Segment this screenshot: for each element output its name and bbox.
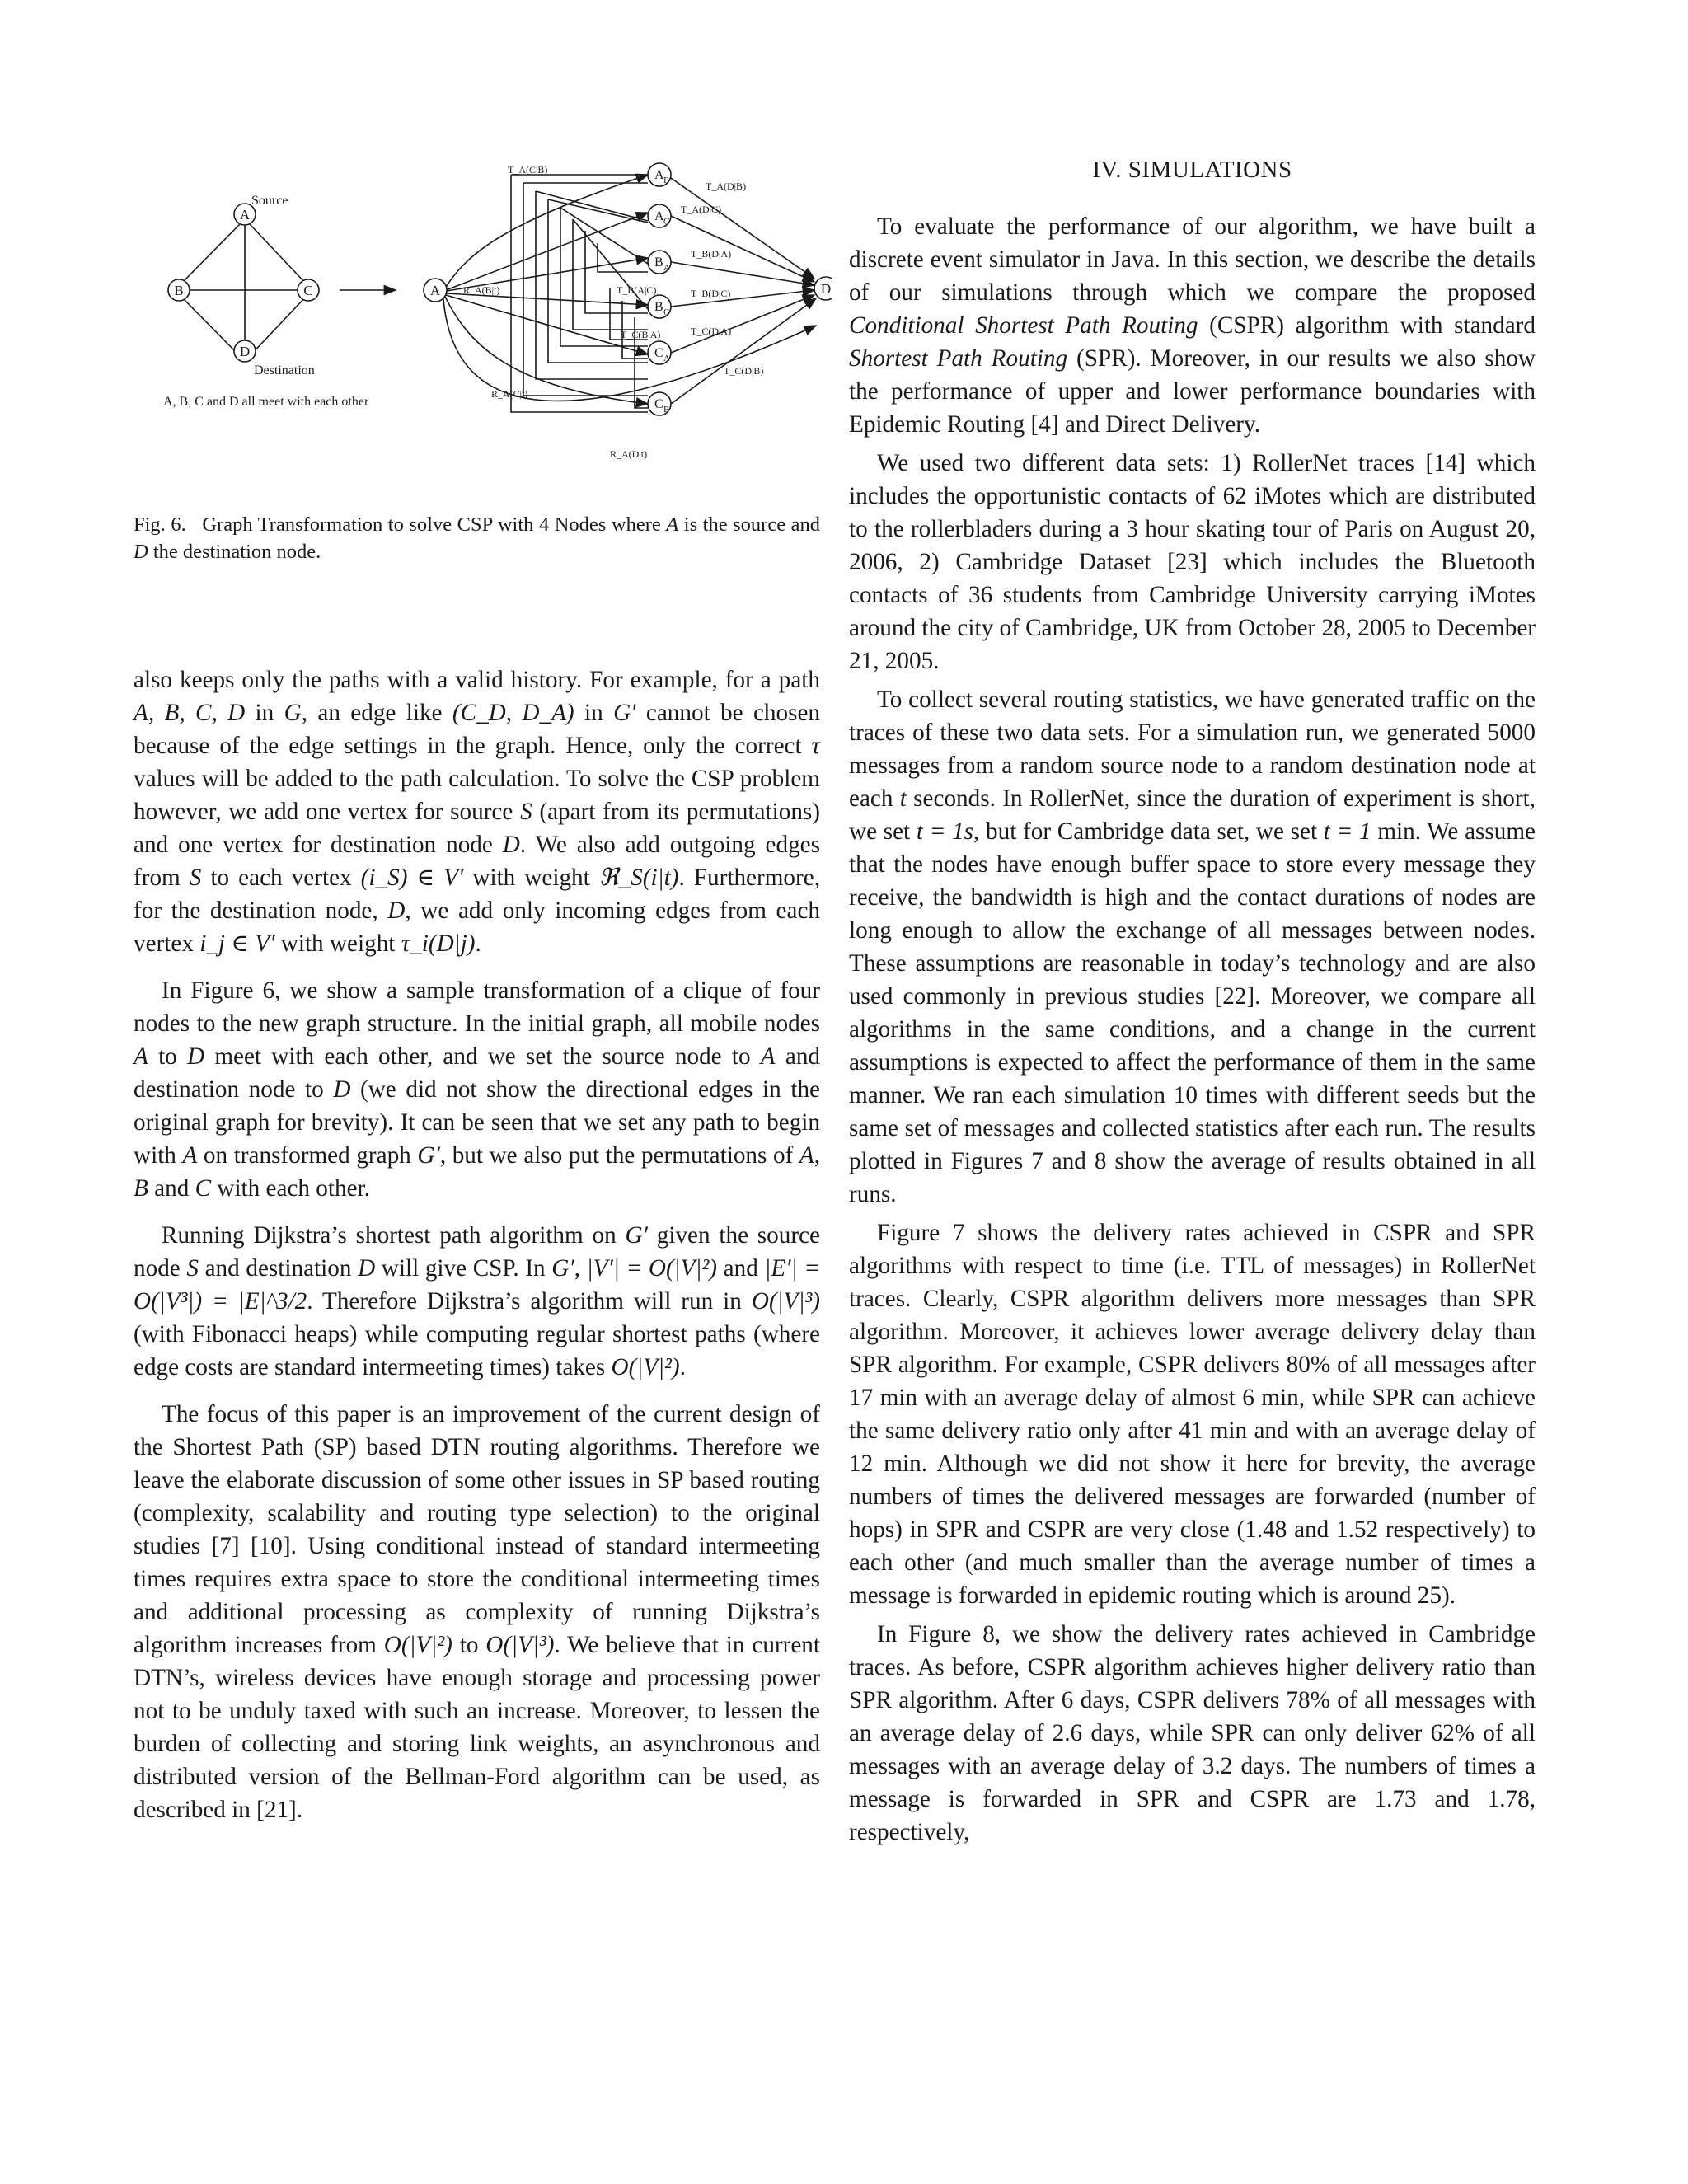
math: B bbox=[134, 1175, 148, 1202]
text: , we add only incoming edges from each vertex bbox=[134, 898, 820, 957]
math: O(|V|²) bbox=[383, 1632, 452, 1658]
text: To collect several routing statistics, we have generated traffic on the traces of these two data sets. For a simulation run, we generated 5000 messages from a random source node to a random destination node at each bbox=[849, 687, 1536, 812]
graph-transformation-diagram bbox=[124, 140, 832, 486]
node-cb-sub: B bbox=[663, 405, 670, 415]
text: values will be added to the path calculation. To solve the CSP problem however, we add one vertex for source bbox=[134, 766, 820, 825]
text: in bbox=[574, 700, 614, 726]
math: (i_S) ∈ V′ bbox=[360, 865, 464, 891]
math: A bbox=[760, 1043, 776, 1070]
math: D bbox=[387, 898, 406, 924]
math: |V′| = O(|V|²) bbox=[586, 1255, 718, 1282]
math: A bbox=[134, 1043, 148, 1070]
text: to bbox=[452, 1632, 486, 1658]
emphasis: Shortest Path Routing bbox=[849, 345, 1068, 372]
node-ac-sub: C bbox=[663, 217, 670, 227]
text: min. We assume that the nodes have enough buffer space to store every message they receive, the bandwidth is high and the contact durations of nodes are long enough to allow the exchange of all messages between nodes. These assumptions are reasonable in today’s technology and are also used commonly in previous studies [22]. Moreover, we compare all algorithms in the same conditions, and a change in the current assumptions is expected to affect the performance of them in the same manner. We ran each simulation 10 times with different seeds but the same set of messages and collected statistics after each run. The results plotted in Figures 7 and 8 show the average of results obtained in all runs. bbox=[849, 818, 1536, 1207]
math: τ_i(D|j) bbox=[401, 930, 476, 957]
math: 78% bbox=[1286, 1687, 1330, 1713]
section-number: IV. bbox=[1092, 157, 1123, 183]
figure-caption bbox=[134, 511, 820, 565]
node-transformed-a-label: A bbox=[429, 283, 441, 298]
math: O(|V|²) bbox=[611, 1354, 680, 1380]
paragraph bbox=[134, 1398, 820, 1826]
math: D bbox=[358, 1255, 376, 1282]
paragraph bbox=[134, 1219, 820, 1384]
text: in bbox=[245, 700, 284, 726]
paragraph bbox=[134, 663, 820, 960]
text: also keeps only the paths with a valid history. For example, for a path bbox=[134, 667, 820, 693]
node-ac-label: A bbox=[654, 209, 664, 223]
node-b-label: B bbox=[174, 283, 184, 298]
left-column bbox=[134, 663, 820, 1826]
node-c-label: C bbox=[303, 283, 313, 298]
destination-label: Destination bbox=[254, 363, 315, 377]
math: A bbox=[182, 1142, 198, 1169]
route-11 bbox=[536, 191, 648, 221]
section-heading bbox=[849, 157, 1536, 184]
text: meet with each other, and we set the source node to bbox=[204, 1043, 761, 1070]
math: O(|V|³) bbox=[485, 1632, 555, 1658]
edge-label-ta-d-c: T_A(D|C) bbox=[681, 204, 722, 215]
edge-ab-d bbox=[671, 178, 814, 279]
text: (SPR). Moreover, in our results we also show the performance of upper and lower performance boundaries with Epidemic Routing [4] and Direct Delivery. bbox=[849, 345, 1536, 438]
text: In Figure 6, we show a sample transformation of a clique of four nodes to the new graph structure. In the initial graph, all mobile nodes bbox=[134, 977, 820, 1037]
text: (apart from its permutations) and one vertex for destination node bbox=[134, 799, 820, 858]
math: G′ bbox=[417, 1142, 440, 1169]
text: with each other. bbox=[211, 1175, 370, 1202]
text: of all messages after 17 min with an average delay of almost 6 min, while SPR can achieve the same delivery ratio only after 41 min and with an average delay of 12 min. Although we did not show it here for brevity, the average numbers of times the delivered messages are forwarded (number of hops) in SPR and CSPR are very close (1.48 and 1.52 respectively) to each other (and much smaller than the average number of times a message is forwarded in epidemic routing which is around 25). bbox=[849, 1352, 1536, 1609]
edge-a-c bbox=[250, 224, 307, 284]
node-ca-label: C bbox=[654, 346, 663, 360]
text: . We believe that in current DTN’s, wireless devices have enough storage and processing power not to be unduly taxed with such an increase. Moreover, to lessen the burden of collecting and storing link weights, an asynchronous and distributed version of the Bellman-Ford algorithm can be used, as described in [21]. bbox=[134, 1632, 821, 1823]
paragraph bbox=[849, 1216, 1536, 1612]
text: . We also add outgoing edges from bbox=[134, 832, 820, 891]
math: S bbox=[186, 1255, 199, 1282]
caption-text: Graph Transformation to solve CSP with 4 Nodes where bbox=[202, 513, 667, 536]
math: t = 1s bbox=[916, 818, 974, 845]
text: . bbox=[475, 930, 481, 957]
text: , but we also put the permutations of bbox=[439, 1142, 799, 1169]
math: A bbox=[799, 1142, 814, 1169]
node-d-label: D bbox=[239, 344, 251, 359]
source-label: Source bbox=[251, 194, 288, 208]
text: . bbox=[679, 1354, 686, 1380]
text: In Figure 8, we show the delivery rates achieved in Cambridge traces. As before, CSPR algorithm achieves higher delivery ratio than SPR algorithm. After 6 days, CSPR delivers bbox=[849, 1621, 1536, 1713]
route-12 bbox=[548, 199, 648, 223]
math: 62% bbox=[1430, 1720, 1475, 1746]
node-bc-sub: C bbox=[663, 307, 670, 317]
text: and bbox=[148, 1175, 195, 1202]
math: G′ bbox=[551, 1255, 574, 1282]
edge-label-ta-d-b: T_A(D|B) bbox=[706, 180, 747, 192]
node-a-label: A bbox=[239, 207, 251, 223]
text: (CSPR) algorithm with standard bbox=[1198, 312, 1536, 339]
paragraph bbox=[849, 1618, 1536, 1849]
math: D bbox=[502, 832, 520, 858]
text: (we did not show the directional edges in the original graph for brevity). It can be seen that we set any path to begin with bbox=[134, 1076, 820, 1169]
caption-var: D bbox=[134, 541, 148, 563]
clique-note: A, B, C and D all meet with each other bbox=[163, 395, 369, 409]
text: on transformed graph bbox=[197, 1142, 418, 1169]
edge-label-tc-d-b: T_C(D|B) bbox=[724, 365, 764, 377]
node-ba-label: B bbox=[654, 255, 663, 269]
edge-label-tc-b-a: T_C(B|A) bbox=[621, 329, 661, 340]
edge-b-d bbox=[181, 296, 240, 356]
text: cannot be chosen because of the edge settings in the graph. Hence, only the correct bbox=[134, 700, 821, 759]
edge-label-ra-c: R_A(C|t) bbox=[491, 388, 528, 400]
text: of all messages with an average delay of 3.2 days. The numbers of times a message is forwarded in SPR and CSPR are 1.73 and 1.78, respectively, bbox=[849, 1720, 1536, 1845]
text: to bbox=[148, 1043, 187, 1070]
edge-label-tb-a-c: T_B(A|C) bbox=[617, 284, 657, 296]
text: . Furthermore, for the destination node, bbox=[134, 865, 820, 924]
math: S bbox=[189, 865, 202, 891]
math: A, B, C, D bbox=[134, 700, 246, 726]
node-ab-sub: B bbox=[663, 176, 670, 185]
edge-label-ta-c-b: T_A(C|B) bbox=[508, 164, 548, 176]
caption-text: the destination node. bbox=[148, 541, 321, 563]
section-title: SIMULATIONS bbox=[1128, 157, 1292, 183]
text: of all messages with an average delay of 2.6 days, while SPR can only deliver bbox=[849, 1687, 1536, 1746]
caption-label: Fig. 6. bbox=[134, 513, 186, 536]
edge-label-tc-d-a: T_C(D|A) bbox=[691, 326, 732, 337]
text: , bbox=[814, 1142, 820, 1169]
text: (with Fibonacci heaps) while computing regular shortest paths (where edge costs are standard intermeeting times) takes bbox=[134, 1321, 820, 1380]
text: The focus of this paper is an improvement of the current design of the Shortest Path (SP) based DTN routing algorithms. Therefore we leave the elaborate discussion of some other issues in SP based routing (complexity, scalability and routing type selection) to the original studies [7] [10]. Using conditional instead of standard intermeeting times requires extra space to store the conditional intermeeting times and additional processing as complexity of running Dijkstra’s algorithm increases from bbox=[134, 1401, 820, 1658]
right-column bbox=[849, 210, 1536, 1849]
emphasis: Conditional Shortest Path Routing bbox=[849, 312, 1198, 339]
edge-label-ra-b: R_A(B|t) bbox=[463, 284, 500, 296]
edge-cb-d bbox=[671, 298, 816, 404]
text: and bbox=[717, 1255, 765, 1282]
text: to each vertex bbox=[201, 865, 361, 891]
paragraph bbox=[849, 210, 1536, 441]
text: with weight bbox=[274, 930, 401, 957]
text: , but for Cambridge data set, we set bbox=[973, 818, 1324, 845]
figure-6 bbox=[124, 140, 832, 486]
edge-label-tb-d-a: T_B(D|A) bbox=[691, 248, 732, 260]
math: 80% bbox=[1286, 1352, 1331, 1378]
edge-c-d bbox=[250, 296, 307, 356]
node-ab-label: A bbox=[654, 168, 664, 182]
edge-a-b bbox=[181, 224, 240, 284]
math: ℜ_S(i|t) bbox=[598, 865, 679, 891]
edge-label-tb-d-c: T_B(D|C) bbox=[691, 288, 731, 299]
text: seconds. In RollerNet, since the duration of experiment is short, we set bbox=[849, 785, 1536, 845]
edge-a-ac bbox=[446, 213, 648, 290]
text: given the source node bbox=[134, 1222, 820, 1282]
route-13 bbox=[560, 208, 648, 264]
math: t = 1 bbox=[1323, 818, 1372, 845]
math: (C_D, D_A) bbox=[452, 700, 574, 726]
math: G′ bbox=[613, 700, 636, 726]
text: Figure 7 shows the delivery rates achieved in CSPR and SPR algorithms with respect to time (i.e. TTL of messages) in RollerNet traces. Clearly, CSPR algorithm delivers more messages than SPR algorithm. Moreover, it achieves lower average delivery delay than SPR algorithm. For example, CSPR delivers bbox=[849, 1220, 1536, 1378]
text: Running Dijkstra’s shortest path algorithm on bbox=[162, 1222, 626, 1249]
caption-var: A bbox=[666, 513, 679, 536]
math: D bbox=[333, 1076, 351, 1103]
edge-a-d bbox=[443, 299, 816, 401]
edge-ba-d bbox=[671, 262, 814, 285]
text: and destination bbox=[198, 1255, 359, 1282]
paragraph bbox=[134, 974, 820, 1205]
math: τ bbox=[811, 733, 820, 759]
math: S bbox=[520, 799, 532, 825]
text: . Therefore Dijkstra’s algorithm will run in bbox=[307, 1288, 752, 1315]
math: |E′| = O(|V³|) = |E|^3/2 bbox=[134, 1255, 820, 1315]
node-ca-sub: A bbox=[663, 354, 670, 363]
math: O(|V|³) bbox=[751, 1288, 821, 1315]
paragraph: We used two different data sets: 1) RollerNet traces [14] which includes the opportunistic contacts of 62 iMotes which are distributed to the rollerbladers during a 3 hour skating tour of Paris on August 20, 2006, 2) Cambridge Dataset [23] which includes the Bluetooth contacts of 36 students from Cambridge University carrying iMotes around the city of Cambridge, UK from October 28, 2005 to December 21, 2005. bbox=[849, 450, 1536, 674]
text: and destination node to bbox=[134, 1043, 821, 1103]
math: i_j ∈ V′ bbox=[199, 930, 275, 957]
node-ba-sub: A bbox=[663, 263, 670, 273]
paragraph bbox=[849, 683, 1536, 1211]
text: , an edge like bbox=[301, 700, 452, 726]
math: G′ bbox=[625, 1222, 648, 1249]
text: with weight bbox=[463, 865, 599, 891]
text: , bbox=[574, 1255, 587, 1282]
math: C bbox=[195, 1175, 212, 1202]
caption-text: is the source and bbox=[678, 513, 820, 536]
math: t bbox=[899, 785, 907, 812]
node-transformed-d-label: D bbox=[820, 281, 832, 297]
node-bc-label: B bbox=[654, 300, 663, 314]
text: will give CSP. In bbox=[375, 1255, 552, 1282]
edge-label-ra-d: R_A(D|t) bbox=[610, 448, 648, 460]
node-cb-label: C bbox=[654, 397, 663, 411]
math: D bbox=[187, 1043, 205, 1070]
text: To evaluate the performance of our algorithm, we have built a discrete event simulator in Java. In this section, we describe the details of our simulations through which we compare the proposed bbox=[849, 213, 1536, 306]
math: G bbox=[284, 700, 302, 726]
